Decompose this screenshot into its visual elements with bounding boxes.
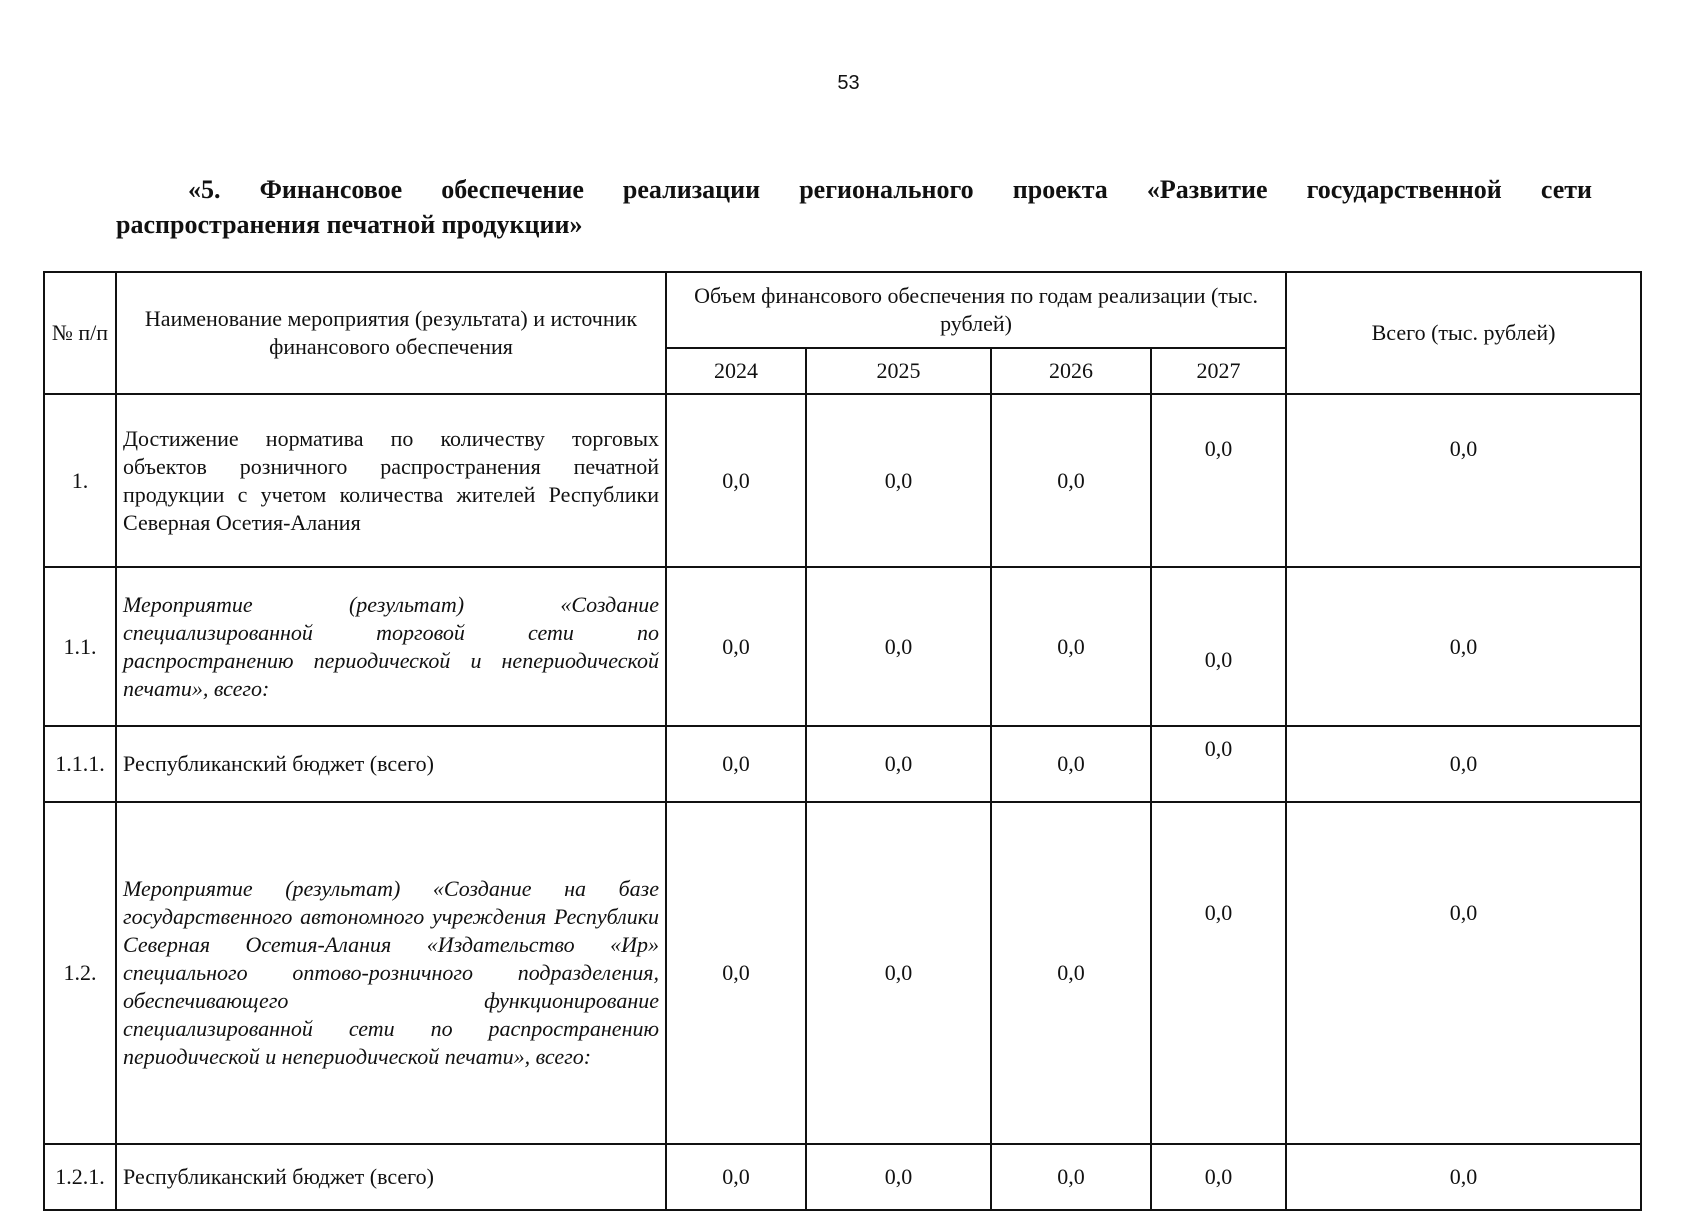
row-name: Мероприятие (результат) «Создание специализированной торговой сети по распространению периодической и непериодической печати», всего: — [116, 567, 666, 726]
row-name: Мероприятие (результат) «Создание на базе государственного автономного учреждения Республики Северная Осетия-Алания «Издательство «Ир» специального оптово-розничного подразделения, обеспечивающего функционирование специализированной сети по распространению периодической и непериодической печати», всего: — [116, 802, 666, 1144]
cell-2026: 0,0 — [991, 567, 1151, 726]
header-year: 2026 — [991, 348, 1151, 394]
cell-2027: 0,0 — [1151, 567, 1286, 726]
table-header-row — [44, 272, 1641, 348]
table-row — [44, 726, 1641, 802]
row-name: Республиканский бюджет (всего) — [116, 1144, 666, 1210]
row-num: 1.1. — [44, 567, 116, 726]
table-row — [44, 394, 1641, 567]
header-year: 2027 — [1151, 348, 1286, 394]
cell-2025: 0,0 — [806, 726, 991, 802]
cell-2025: 0,0 — [806, 1144, 991, 1210]
cell-2024: 0,0 — [666, 567, 806, 726]
row-name: Республиканский бюджет (всего) — [116, 726, 666, 802]
header-volume: Объем финансового обеспечения по годам реализации (тыс. рублей) — [666, 272, 1286, 348]
row-num: 1.1.1. — [44, 726, 116, 802]
cell-2026: 0,0 — [991, 802, 1151, 1144]
table-row — [44, 567, 1641, 726]
cell-2026: 0,0 — [991, 394, 1151, 567]
cell-2027: 0,0 — [1151, 802, 1286, 1144]
cell-2024: 0,0 — [666, 726, 806, 802]
cell-total: 0,0 — [1286, 394, 1641, 567]
table-row — [44, 802, 1641, 1144]
row-name: Достижение норматива по количеству торговых объектов розничного распространения печатной продукции с учетом количества жителей Республики Северная Осетия-Алания — [116, 394, 666, 567]
cell-2024: 0,0 — [666, 394, 806, 567]
cell-2027: 0,0 — [1151, 394, 1286, 567]
cell-2025: 0,0 — [806, 802, 991, 1144]
financing-table — [43, 271, 1642, 1211]
cell-total: 0,0 — [1286, 1144, 1641, 1210]
cell-2027: 0,0 — [1151, 1144, 1286, 1210]
cell-2024: 0,0 — [666, 1144, 806, 1210]
section-title-line-1: «5. Финансовое обеспечение реализации регионального проекта «Развитие государственной сети — [188, 175, 1592, 204]
header-name: Наименование мероприятия (результата) и источник финансового обеспечения — [116, 272, 666, 394]
cell-total: 0,0 — [1286, 802, 1641, 1144]
cell-2026: 0,0 — [991, 1144, 1151, 1210]
header-year: 2024 — [666, 348, 806, 394]
table-row — [44, 1144, 1641, 1210]
cell-total: 0,0 — [1286, 726, 1641, 802]
header-year: 2025 — [806, 348, 991, 394]
cell-2024: 0,0 — [666, 802, 806, 1144]
cell-2025: 0,0 — [806, 394, 991, 567]
header-num: № п/п — [44, 272, 116, 394]
cell-total: 0,0 — [1286, 567, 1641, 726]
header-total: Всего (тыс. рублей) — [1286, 272, 1641, 394]
cell-2026: 0,0 — [991, 726, 1151, 802]
section-title — [116, 172, 1592, 242]
cell-2027: 0,0 — [1151, 726, 1286, 802]
section-title-line-2: распространения печатной продукции» — [116, 210, 583, 239]
row-num: 1.2. — [44, 802, 116, 1144]
cell-2025: 0,0 — [806, 567, 991, 726]
page-number: 53 — [837, 72, 860, 94]
row-num: 1.2.1. — [44, 1144, 116, 1210]
row-num: 1. — [44, 394, 116, 567]
